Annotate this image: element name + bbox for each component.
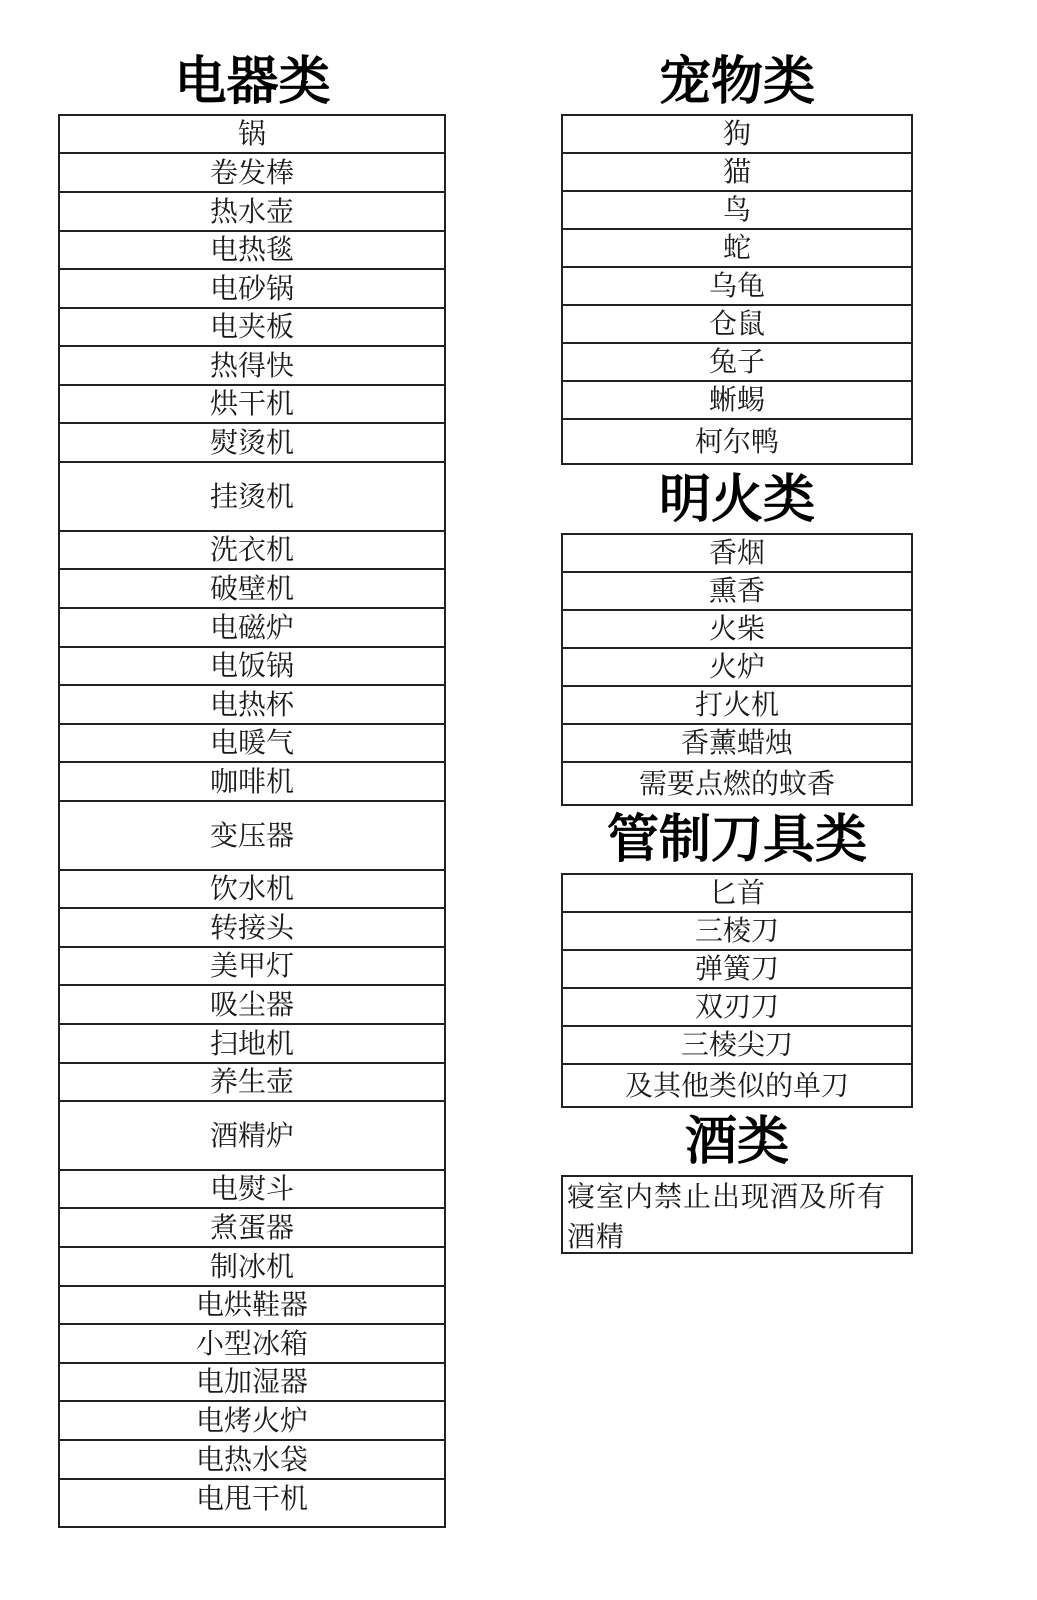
list-item: 美甲灯 xyxy=(60,948,444,986)
list-item: 电夹板 xyxy=(60,309,444,347)
list-item: 打火机 xyxy=(563,687,911,725)
list-item: 咖啡机 xyxy=(60,763,444,802)
list-item: 狗 xyxy=(563,116,911,154)
list-item: 及其他类似的单刀 xyxy=(624,1068,849,1102)
list-item: 电烤火炉 xyxy=(60,1402,444,1441)
alcohol-heading: 酒类 xyxy=(684,1112,789,1172)
list-item: 破壁机 xyxy=(60,570,444,609)
list-item: 变压器 xyxy=(60,802,444,871)
list-item: 香薰蜡烛 xyxy=(563,725,911,763)
alcohol-note: 寝室内禁止出现酒及所有酒精 xyxy=(561,1175,913,1254)
pets-table xyxy=(561,114,913,465)
list-item: 电暖气 xyxy=(60,725,444,763)
list-item: 煮蛋器 xyxy=(60,1209,444,1248)
electrical-heading: 电器类 xyxy=(174,52,331,112)
list-item: 三棱刀 xyxy=(563,913,911,951)
list-item: 熨烫机 xyxy=(60,424,444,463)
electrical-table xyxy=(58,114,446,1528)
list-item: 需要点燃的蚊香 xyxy=(638,766,835,800)
list-item: 鸟 xyxy=(563,192,911,230)
list-item: 双刃刀 xyxy=(563,989,911,1027)
list-item: 火炉 xyxy=(563,649,911,687)
list-item: 蛇 xyxy=(563,230,911,268)
list-item: 制冰机 xyxy=(60,1248,444,1287)
fire-heading: 明火类 xyxy=(658,470,815,530)
list-item: 电磁炉 xyxy=(60,609,444,648)
list-item: 乌龟 xyxy=(563,268,911,306)
list-item: 电热水袋 xyxy=(60,1441,444,1480)
list-item: 小型冰箱 xyxy=(60,1325,444,1364)
list-item: 三棱尖刀 xyxy=(563,1027,911,1065)
list-item: 热水壶 xyxy=(60,193,444,232)
list-item: 扫地机 xyxy=(60,1025,444,1064)
list-item: 热得快 xyxy=(60,347,444,386)
list-item: 电饭锅 xyxy=(60,648,444,686)
list-item: 卷发棒 xyxy=(60,154,444,193)
list-item: 饮水机 xyxy=(60,871,444,909)
pets-heading: 宠物类 xyxy=(658,52,815,112)
list-item: 转接头 xyxy=(60,909,444,948)
list-item: 挂烫机 xyxy=(60,463,444,532)
fire-table xyxy=(561,533,913,806)
list-item: 酒精炉 xyxy=(60,1102,444,1171)
list-item: 柯尔鸭 xyxy=(694,424,779,458)
list-item: 弹簧刀 xyxy=(563,951,911,989)
list-item: 锅 xyxy=(60,116,444,154)
list-item: 蜥蜴 xyxy=(563,382,911,420)
list-item: 电加湿器 xyxy=(60,1364,444,1402)
list-item: 猫 xyxy=(563,154,911,192)
list-item: 仓鼠 xyxy=(563,306,911,344)
list-item: 电热杯 xyxy=(60,686,444,725)
knives-heading: 管制刀具类 xyxy=(606,810,867,870)
list-item: 电砂锅 xyxy=(60,270,444,309)
list-item: 电熨斗 xyxy=(60,1171,444,1209)
list-item: 电甩干机 xyxy=(195,1482,308,1515)
list-item: 熏香 xyxy=(563,573,911,611)
list-item: 电烘鞋器 xyxy=(60,1287,444,1325)
list-item: 火柴 xyxy=(563,611,911,649)
list-item: 养生壶 xyxy=(60,1064,444,1102)
list-item: 兔子 xyxy=(563,344,911,382)
list-item: 吸尘器 xyxy=(60,986,444,1025)
knives-table xyxy=(561,873,913,1108)
list-item: 匕首 xyxy=(563,875,911,913)
list-item: 电热毯 xyxy=(60,232,444,270)
list-item: 烘干机 xyxy=(60,386,444,424)
list-item: 洗衣机 xyxy=(60,532,444,570)
list-item: 香烟 xyxy=(563,535,911,573)
